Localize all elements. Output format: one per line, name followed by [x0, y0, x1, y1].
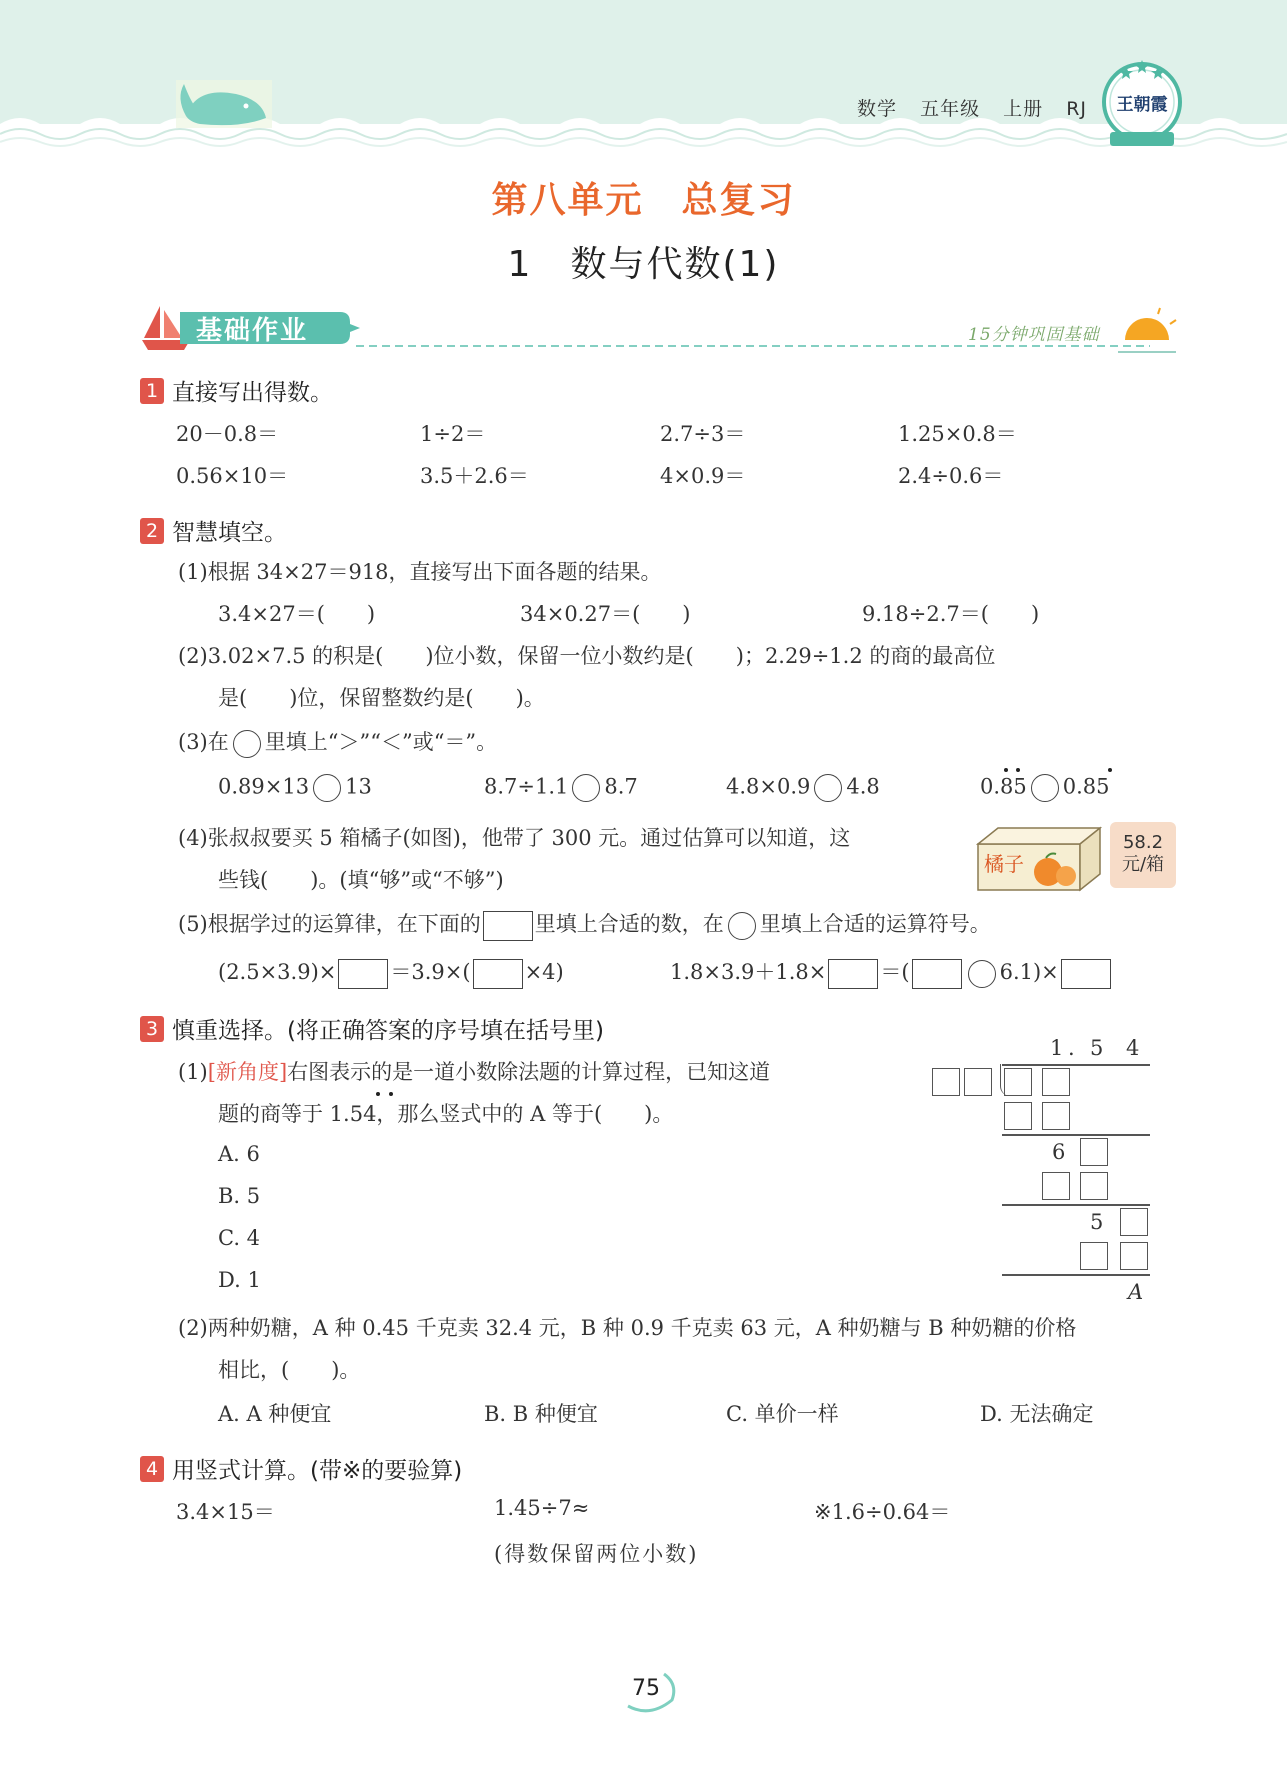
q1-number: 1 — [140, 378, 164, 404]
repeat-dot — [376, 1092, 380, 1096]
q2-p5-intro — [178, 908, 991, 941]
digit-box — [1042, 1102, 1070, 1130]
page-number: 75 — [632, 1676, 660, 1701]
digit-box — [1004, 1102, 1032, 1130]
new-angle-tag: [新角度] — [207, 1060, 288, 1084]
division-line — [1002, 1204, 1150, 1206]
digit-box — [1080, 1172, 1108, 1200]
q3-p1-option-d[interactable]: D. 1 — [218, 1268, 261, 1292]
q2-p5-eq2-b: ＝( — [880, 960, 910, 984]
q2-p5-eq2-a: 1.8×3.9＋1.8× — [670, 960, 827, 984]
q3-number: 3 — [140, 1016, 164, 1042]
q1-r1-c4: 1.25×0.8＝ — [898, 422, 1017, 446]
q2-p3-intro — [178, 726, 497, 758]
q2-p3-item1-right: 13 — [345, 774, 372, 799]
blank-circle-icon — [728, 912, 756, 940]
q4-number: 4 — [140, 1456, 164, 1482]
section-note: 15分钟巩固基础 — [968, 325, 1100, 345]
answer-circle[interactable] — [814, 774, 842, 802]
q3-p2-option-a[interactable]: A. A 种便宜 — [218, 1402, 332, 1426]
q2-p4-line1: (4)张叔叔要买 5 箱橘子(如图)，他带了 300 元。通过估算可以知道，这 — [178, 826, 851, 850]
unit-title: 第八单元 总复习 — [491, 180, 796, 221]
price-tag — [1110, 822, 1176, 888]
q3-p1-line2: 题的商等于 1.54，那么竖式中的 A 等于( )。 — [218, 1102, 674, 1126]
q4-note: (得数保留两位小数) — [494, 1542, 699, 1566]
header-band — [0, 0, 1287, 160]
q4-item1: 3.4×15＝ — [176, 1500, 275, 1524]
q2-p5-b: 里填上合适的数，在 — [534, 912, 724, 936]
q3-p1-option-c[interactable]: C. 4 — [218, 1226, 261, 1250]
q4-title: 用竖式计算。(带※的要验算) — [172, 1458, 463, 1484]
q1-r2-c1: 0.56×10＝ — [176, 464, 289, 488]
division-bar — [1002, 1064, 1150, 1066]
header-info — [841, 94, 1087, 121]
answer-circle[interactable] — [313, 774, 341, 802]
q1-title: 直接写出得数。 — [172, 380, 333, 406]
q3-p1-line1: (1)[新角度]右图表示的是一道小数除法题的计算过程，已知这道 — [178, 1060, 771, 1084]
q2-p2-line2: 是( )位，保留整数约是( )。 — [218, 686, 545, 710]
answer-circle[interactable] — [572, 774, 600, 802]
q3-header — [140, 1012, 604, 1045]
q3-p1-text1: 右图表示的是一道小数除法题的计算过程，已知这道 — [287, 1060, 771, 1084]
digit-box — [1004, 1068, 1032, 1096]
q1-header — [140, 374, 333, 407]
q2-title: 智慧填空。 — [172, 520, 287, 546]
remainder-digit: 5 — [1090, 1210, 1104, 1234]
q2-p2-line1: (2)3.02×7.5 的积是( )位小数，保留一位小数约是( )；2.29÷1.2 的商的最高位 — [178, 644, 996, 668]
digit-box — [1120, 1208, 1148, 1236]
q3-p2-option-c[interactable]: C. 单价一样 — [726, 1402, 839, 1426]
compare-circle — [233, 730, 261, 758]
q2-p1-item3: 9.18÷2.7＝( ) — [862, 602, 1040, 626]
q1-r1-c2: 1÷2＝ — [420, 422, 486, 446]
blank-box-icon — [483, 911, 533, 941]
repeat-dot — [389, 1092, 393, 1096]
digit-box — [1042, 1172, 1070, 1200]
digit-box — [1120, 1242, 1148, 1270]
quotient-digit: 1 — [1050, 1036, 1064, 1060]
q2-p5-a: (5)根据学过的运算律，在下面的 — [178, 912, 481, 936]
header-volume: 上册 — [1003, 98, 1044, 120]
repeat-dot — [1108, 768, 1112, 772]
q2-p1-item2: 34×0.27＝( ) — [520, 602, 691, 626]
quotient-digit: 5 — [1090, 1036, 1104, 1060]
digit-box — [1080, 1138, 1108, 1166]
repeat-dot — [1016, 768, 1020, 772]
q2-p3-intro-b: 里填上“＞”“＜”或“＝”。 — [264, 730, 498, 754]
q2-p3-item3-left: 4.8×0.9 — [726, 774, 811, 799]
q2-p5-eq1-a: (2.5×3.9)× — [218, 960, 337, 984]
q2-p5-eq1-b: ＝3.9×( — [390, 960, 471, 984]
q2-p4-line2: 些钱( )。(填“够”或“不够”) — [218, 868, 504, 892]
q2-p5-eq1-c: ×4) — [524, 960, 564, 984]
remainder-digit: 6 — [1052, 1140, 1066, 1164]
q2-p3-item3-right: 4.8 — [846, 774, 880, 799]
lesson-title: 1 数与代数(1) — [507, 244, 780, 285]
whale-icon — [176, 80, 272, 128]
answer-box[interactable] — [338, 959, 388, 989]
long-division-diagram — [930, 1030, 1150, 1310]
q2-p1-intro: (1)根据 34×27＝918，直接写出下面各题的结果。 — [178, 560, 662, 584]
q2-p3-item2 — [484, 774, 638, 802]
q2-p5-eq1 — [218, 956, 564, 989]
answer-box[interactable] — [828, 959, 878, 989]
q4-item3: ※1.6÷0.64＝ — [814, 1500, 951, 1524]
q4-item2: 1.45÷7≈ — [494, 1496, 590, 1520]
digit-box — [1042, 1068, 1070, 1096]
repeat-dot — [1004, 768, 1008, 772]
q3-p1-option-b[interactable]: B. 5 — [218, 1184, 261, 1208]
division-line — [1002, 1274, 1150, 1276]
q1-r2-c3: 4×0.9＝ — [660, 464, 746, 488]
q3-p2-option-b[interactable]: B. B 种便宜 — [484, 1402, 598, 1426]
digit-box — [932, 1068, 960, 1096]
q2-p5-eq2-c: 6.1)× — [999, 960, 1059, 984]
q4-header — [140, 1452, 462, 1485]
quotient-point: . — [1068, 1036, 1075, 1060]
q3-p2-line2: 相比，( )。 — [218, 1358, 361, 1382]
answer-circle[interactable] — [1031, 774, 1059, 802]
q2-p1-item1: 3.4×27＝( ) — [218, 602, 376, 626]
q2-p5-eq2 — [670, 956, 1113, 989]
header-edition: RJ — [1066, 98, 1087, 120]
label-a: A — [1128, 1280, 1144, 1304]
digit-box — [964, 1068, 992, 1096]
q1-r2-c4: 2.4÷0.6＝ — [898, 464, 1004, 488]
q2-p3-item2-right: 8.7 — [604, 774, 638, 799]
q3-p1-option-a[interactable]: A. 6 — [218, 1142, 260, 1166]
q2-p3-item1 — [218, 774, 372, 802]
section-label: 基础作业 — [196, 316, 309, 346]
header-grade: 五年级 — [920, 98, 981, 120]
q3-title: 慎重选择。(将正确答案的序号填在括号里) — [172, 1018, 604, 1044]
q3-p2-line1: (2)两种奶糖，A 种 0.45 千克卖 32.4 元，B 种 0.9 千克卖 63 元，A 种奶糖与 B 种奶糖的价格 — [178, 1316, 1077, 1340]
q2-p5-c: 里填上合适的运算符号。 — [759, 912, 991, 936]
q3-p2-option-d[interactable]: D. 无法确定 — [980, 1402, 1094, 1426]
quotient-digit: 4 — [1126, 1036, 1140, 1060]
division-line — [1002, 1134, 1150, 1136]
q2-header — [140, 514, 287, 547]
answer-box[interactable] — [473, 959, 523, 989]
answer-box[interactable] — [912, 959, 962, 989]
q2-p3-item1-left: 0.89×13 — [218, 774, 310, 799]
brand-name: 王朝霞 — [1116, 95, 1168, 115]
header-subject: 数学 — [857, 98, 898, 120]
q2-p3-item4-left: 0.85 — [980, 774, 1027, 799]
q1-r2-c2: 3.5＋2.6＝ — [420, 464, 529, 488]
digit-box — [1080, 1242, 1108, 1270]
brand-logo — [1100, 56, 1184, 152]
q2-p3-item4-right: 0.85 — [1062, 774, 1110, 799]
q2-p3-item2-left: 8.7÷1.1 — [484, 774, 569, 799]
answer-box[interactable] — [1061, 959, 1111, 989]
q2-p3-item4 — [980, 774, 1110, 802]
q2-number: 2 — [140, 518, 164, 544]
price-value: 58.2 — [1122, 832, 1164, 853]
answer-circle[interactable] — [968, 960, 996, 988]
q1-r1-c3: 2.7÷3＝ — [660, 422, 746, 446]
price-unit: 元/箱 — [1121, 854, 1165, 875]
q2-p3-intro-a: (3)在 — [178, 730, 229, 754]
q1-r1-c1: 20－0.8＝ — [176, 422, 279, 446]
box-label: 橘子 — [984, 852, 1024, 876]
q2-p3-item3 — [726, 774, 880, 802]
